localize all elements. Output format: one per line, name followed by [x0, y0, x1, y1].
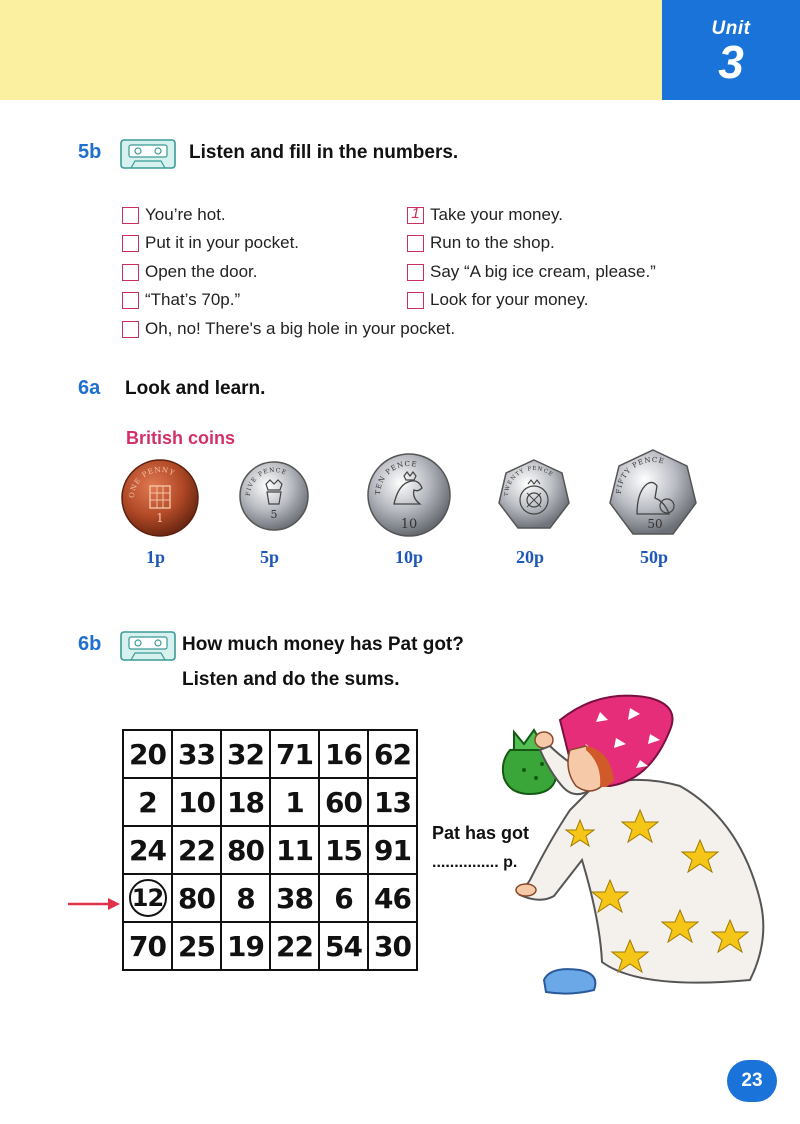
coin-rim-text: ONE PENNY	[127, 465, 177, 499]
grid-cell: 11	[270, 826, 319, 874]
grid-cell[interactable]: 46	[368, 874, 417, 922]
cassette-icon	[119, 136, 177, 172]
grid-cell: 91	[368, 826, 417, 874]
coin-value: 1	[156, 511, 164, 525]
number-grid	[122, 729, 418, 971]
fifty-pence-coin	[607, 448, 699, 540]
sentence-text: Oh, no! There's a big hole in your pocket.	[145, 319, 456, 338]
grid-cell: 60	[319, 778, 368, 826]
pat-amount-blank[interactable]: ............... p.	[432, 854, 518, 871]
number-box[interactable]	[407, 235, 424, 252]
grid-cell: 16	[319, 730, 368, 778]
grid-cell: 80	[221, 826, 270, 874]
grid-cell: 22	[270, 922, 319, 970]
pat-has-got-text: Pat has got	[432, 823, 530, 843]
coin-label-10p: 10p	[395, 547, 424, 567]
grid-cell: 62	[368, 730, 417, 778]
number-box[interactable]	[122, 264, 139, 281]
sentence-text: Look for your money.	[430, 290, 589, 309]
grid-cell[interactable]: 38	[270, 874, 319, 922]
grid-row	[123, 874, 417, 922]
grid-cell: 1	[270, 778, 319, 826]
grid-cell: 19	[221, 922, 270, 970]
grid-cell: 10	[172, 778, 221, 826]
sentence-text: Open the door.	[145, 262, 258, 281]
grid-cell[interactable]: 8	[221, 874, 270, 922]
grid-row	[123, 730, 417, 778]
grid-cell: 18	[221, 778, 270, 826]
number-box[interactable]: 1	[407, 207, 424, 224]
sentence-text: You’re hot.	[145, 205, 226, 224]
section-6b-number: 6b	[78, 633, 102, 655]
sentence-item	[407, 260, 656, 284]
number-box[interactable]	[407, 292, 424, 309]
grid-cell: 13	[368, 778, 417, 826]
unit-tab	[662, 0, 800, 100]
number-box[interactable]	[407, 264, 424, 281]
coin-rim-text: FIFTY PENCE	[614, 455, 666, 495]
section-6a-title: Look and learn.	[125, 378, 266, 399]
number-box[interactable]	[122, 235, 139, 252]
coins-title: British coins	[126, 428, 236, 448]
coin-label-1p: 1p	[146, 547, 166, 567]
sentence-item	[122, 288, 240, 312]
number-box[interactable]	[122, 321, 139, 338]
coin-rim-text: TEN PENCE	[373, 459, 419, 496]
section-6b-title-line1: How much money has Pat got?	[182, 634, 464, 655]
cassette-icon	[119, 628, 177, 664]
sentence-item	[122, 231, 299, 255]
grid-cell: 71	[270, 730, 319, 778]
sentence-text: “That’s 70p.”	[145, 290, 241, 309]
ten-pence-coin	[366, 452, 452, 538]
grid-cell: 20	[123, 730, 172, 778]
grid-row	[123, 826, 417, 874]
grid-cell: 22	[172, 826, 221, 874]
grid-cell: 30	[368, 922, 417, 970]
sentence-item	[122, 317, 455, 341]
grid-cell: 2	[123, 778, 172, 826]
grid-cell[interactable]: 80	[172, 874, 221, 922]
coin-label-5p: 5p	[260, 547, 280, 567]
sentence-item	[407, 231, 555, 255]
grid-row	[123, 922, 417, 970]
grid-cell: 32	[221, 730, 270, 778]
sentence-text: Say “A big ice cream, please.”	[430, 262, 656, 281]
five-pence-coin	[238, 460, 310, 532]
section-6a-number: 6a	[78, 377, 101, 399]
sentence-text: Put it in your pocket.	[145, 233, 300, 252]
grid-cell[interactable]	[123, 874, 172, 922]
pat-illustration	[490, 690, 790, 1010]
coin-rim-text: TWENTY PENCE	[503, 465, 555, 497]
sentence-item	[407, 203, 563, 227]
grid-cell: 70	[123, 922, 172, 970]
grid-cell: 15	[319, 826, 368, 874]
coin-value: 5	[270, 508, 278, 521]
grid-row	[123, 778, 417, 826]
grid-cell: 25	[172, 922, 221, 970]
unit-label: Unit	[711, 18, 751, 39]
section-5b-number: 5b	[78, 141, 102, 163]
section-6b-title-line2: Listen and do the sums.	[182, 669, 400, 690]
coin-rim-text: FIVE PENCE	[244, 466, 288, 497]
sentence-item	[122, 260, 257, 284]
sentence-item	[407, 288, 588, 312]
one-penny-coin	[120, 458, 200, 538]
coin-label-50p: 50p	[640, 547, 669, 567]
sentence-item	[122, 203, 226, 227]
circled-number: 12	[129, 879, 167, 917]
arrow-right-icon	[68, 896, 120, 912]
number-box[interactable]	[122, 207, 139, 224]
section-5b-title: Listen and fill in the numbers.	[189, 142, 459, 163]
coin-label-20p: 20p	[516, 547, 545, 567]
grid-cell: 54	[319, 922, 368, 970]
grid-cell: 33	[172, 730, 221, 778]
sentence-text: Run to the shop.	[430, 233, 555, 252]
unit-number: 3	[718, 36, 744, 88]
grid-cell[interactable]: 6	[319, 874, 368, 922]
grid-cell: 24	[123, 826, 172, 874]
page-number: 23	[727, 1060, 777, 1102]
sentence-text: Take your money.	[430, 205, 563, 224]
number-box[interactable]	[122, 292, 139, 309]
twenty-pence-coin	[496, 458, 572, 534]
coin-value: 50	[647, 517, 663, 531]
coin-value: 10	[400, 517, 418, 532]
header-band	[0, 0, 662, 100]
